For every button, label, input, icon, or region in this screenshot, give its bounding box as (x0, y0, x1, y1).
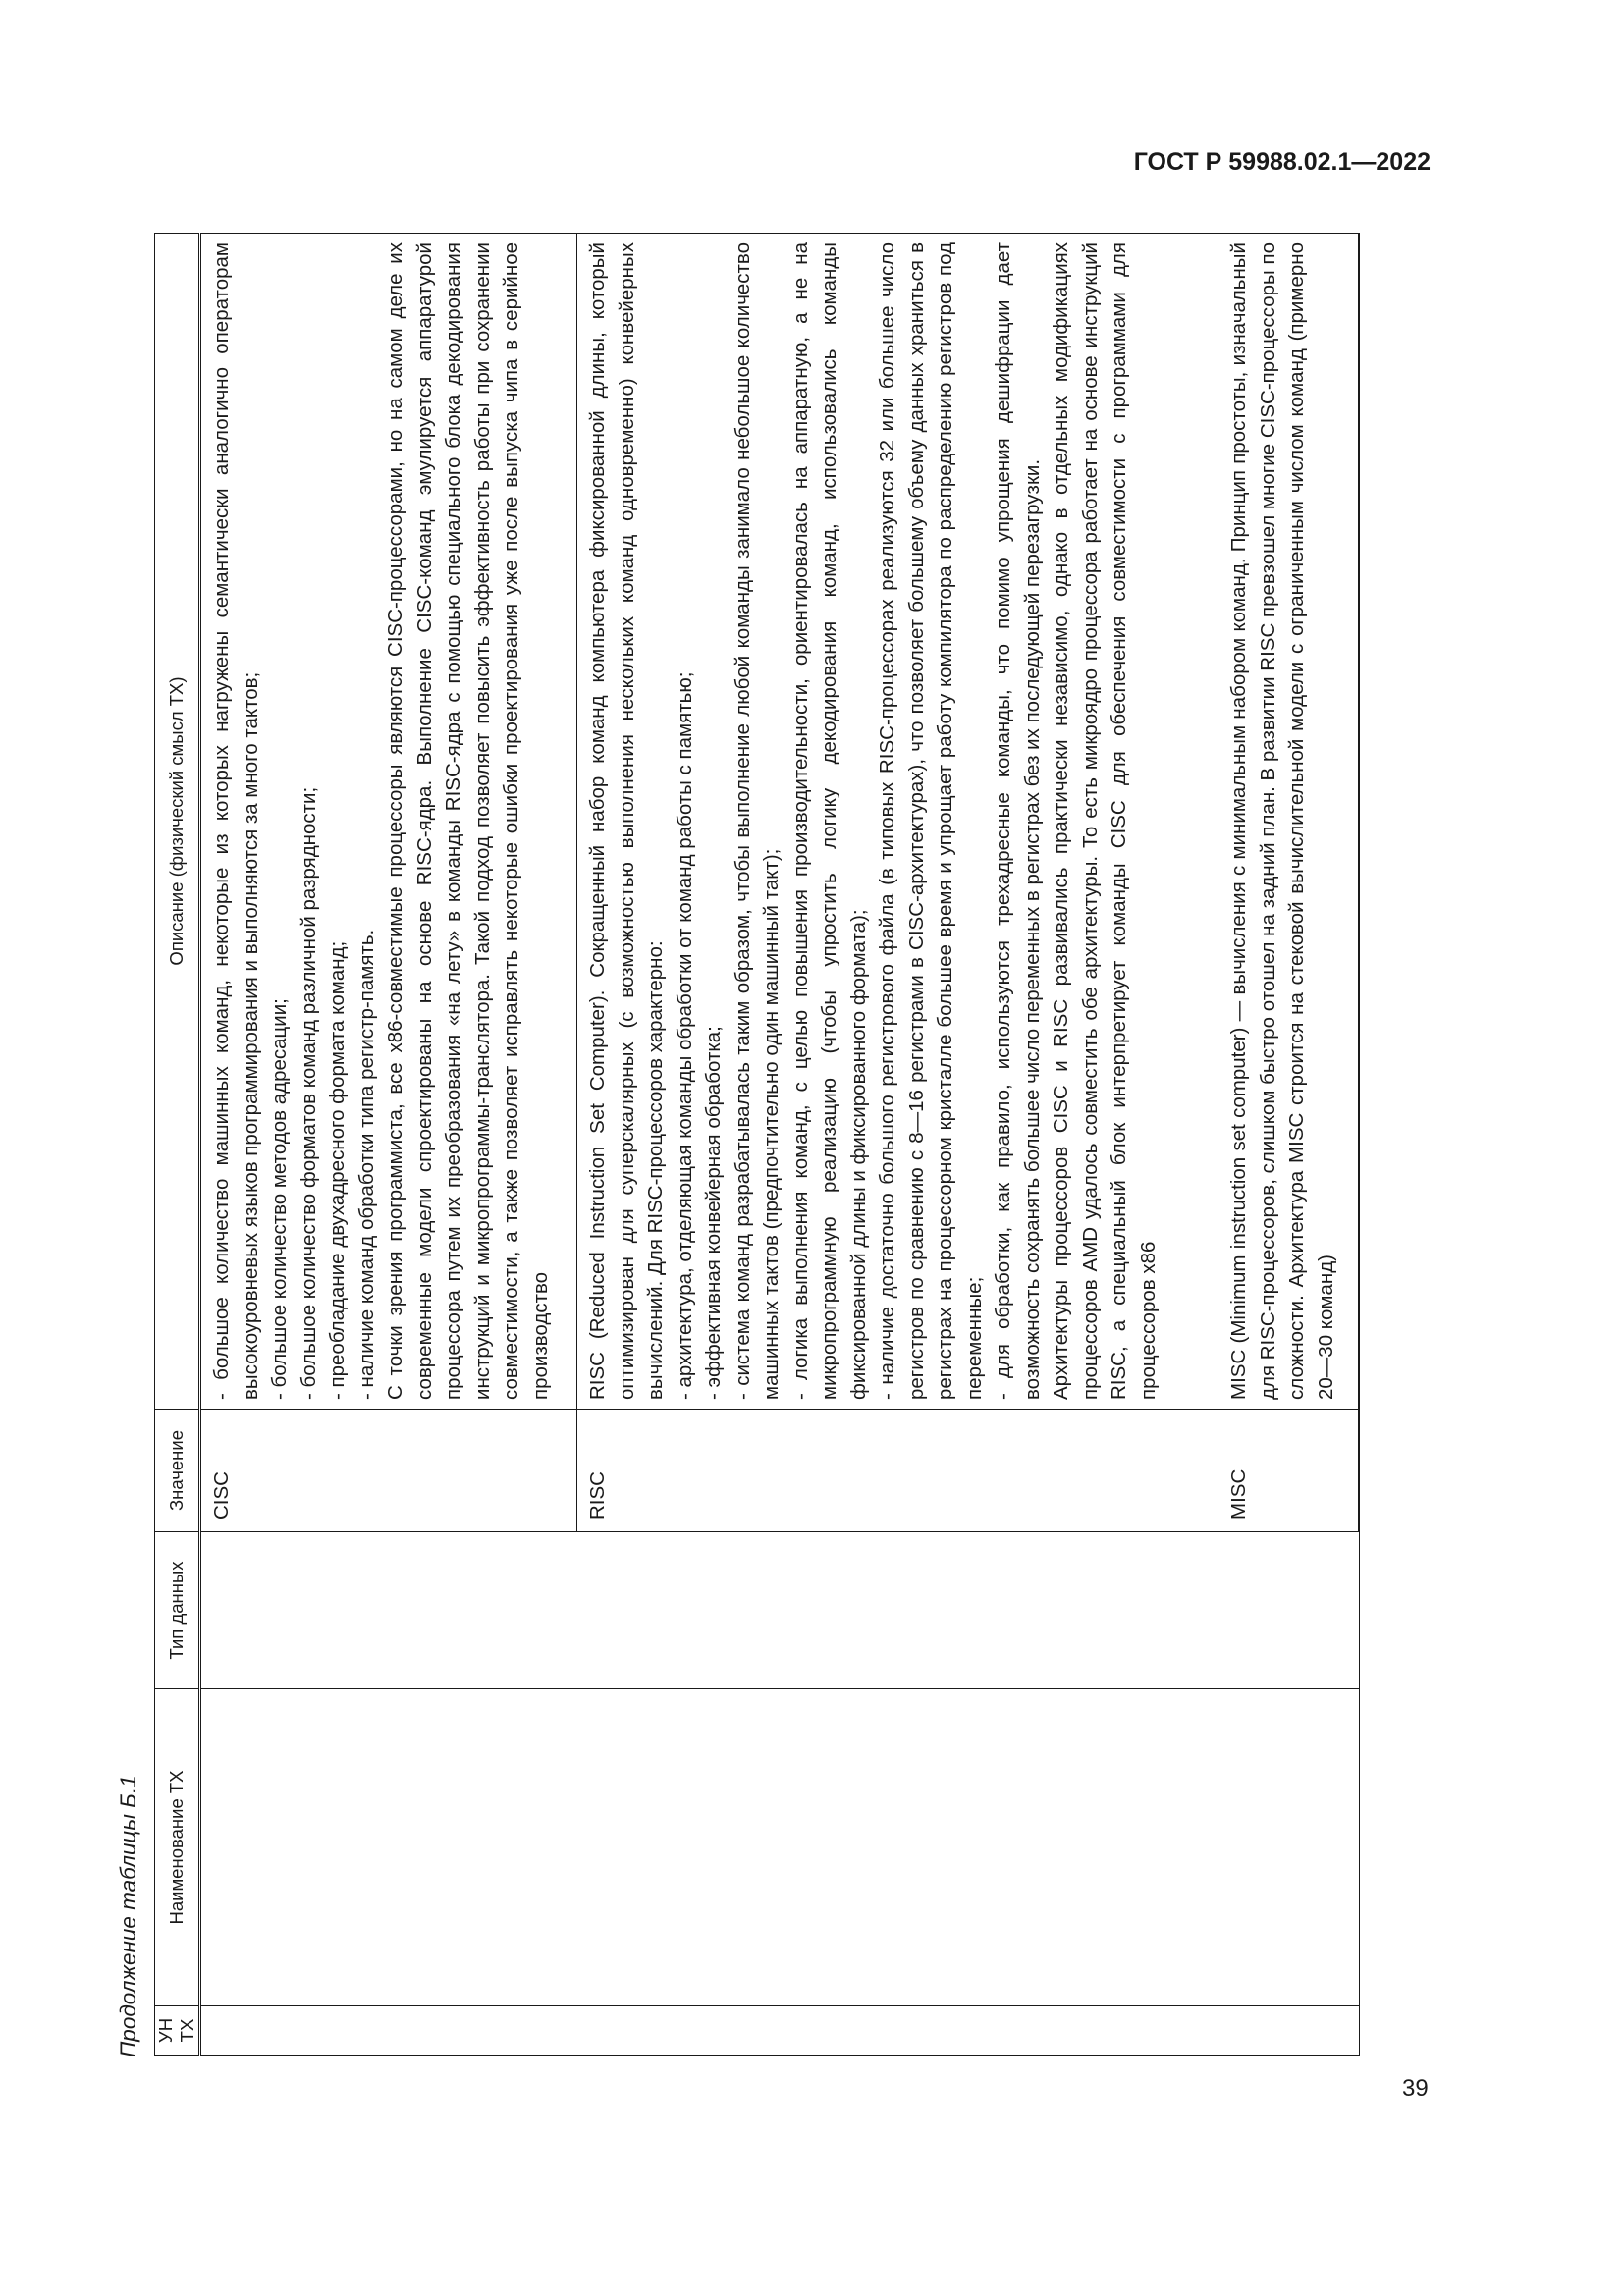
description-line: - система команд разрабатывалась таким образом, чтобы выполнение любой команды занимало небольшое количество машинных тактов (предпочтительно один машинный такт); (731, 242, 783, 1400)
table-header-row (155, 234, 200, 2056)
cell-value-risc: RISC (577, 1410, 1218, 1532)
header-value: Значение (155, 1410, 200, 1532)
table-row (200, 234, 577, 2056)
header-data-type: Тип данных (155, 1532, 200, 1689)
header-description: Описание (физический смысл ТХ) (155, 234, 200, 1410)
cell-description-misc (1218, 234, 1360, 1410)
description-line: - большое количество машинных команд, некоторые из которых нагружены семантически аналогично операторам высокоуровневых языков программирования и выполняются за много тактов; (210, 242, 262, 1400)
table-caption: Продолжение таблицы Б.1 (116, 1775, 140, 2057)
description-line: - большое количество форматов команд различной разрядности; (297, 786, 320, 1400)
header-name-tx: Наименование ТХ (155, 1689, 200, 2006)
cell-data-type (200, 1532, 1360, 1689)
cell-description-risc (577, 234, 1218, 1410)
description-line: RISC (Reduced Instruction Set Computer). Сокращенный набор команд компьютера фиксированной длины, который оптимизирован для суперскалярных (с возможностью выполнения нескольких команд одновременно) конвейерных вычислений. Для RISC-процессоров характерно: (586, 242, 667, 1400)
description-line: Архитектуры процессоров CISC и RISC развивались практически независимо, однако в отдельных модификациях процессоров AMD удалось совместить обе архитектуры. То есть микроядро процессора работает на основе инструкций RISC, а специальный блок интерпретирует команды CISC для обеспечения совместимости с программами для процессоров x86 (1050, 242, 1160, 1400)
standard-designation: ГОСТ Р 59988.02.1—2022 (1133, 148, 1431, 176)
description-line: - преобладание двухадресного формата команд; (326, 940, 349, 1400)
cell-name-tx (200, 1689, 1360, 2006)
cell-description-cisc (200, 234, 577, 1410)
page-number: 39 (1402, 2075, 1429, 2102)
cell-value-misc: MISC (1218, 1410, 1360, 1532)
description-line: MISC (Minimum instruction set computer) — вычисления с минимальным набором команд. Принцип простоты, изначальный для RISC-процессоров, слишком быстро отошел на задний план. В развитии RISC превзошел многие CISC-процессоры по сложности. Архитектура MISC строится на стековой вычислительной модели с ограниченным числом команд (примерно 20—30 команд) (1227, 242, 1337, 1400)
description-line: - эффективная конвейерная обработка; (702, 1026, 725, 1400)
header-un-tx: УН ТХ (155, 2006, 200, 2056)
description-line: С точки зрения программиста, все x86-совместимые процессоры являются CISC-процессорами, но на самом деле их современные модели спроектированы на основе RISC-ядра. Выполнение CISC-команд эмулируется аппаратурой процессора путем их преобразования «на лету» в команды RISC-ядра с помощью специального блока декодирования инструкций и микропрограммы-транслятора. Такой подход позволяет повысить эффективность работы при сохранении совместимости, а также позволяет исправлять некоторые ошибки проектирования уже после выпуска чипа в серийное производство (384, 242, 552, 1400)
description-line: - для обработки, как правило, используются трехадресные команды, что помимо упрощения дешифрации дает возможность сохранять большее число переменных в регистрах без их последующей перезагрузки. (992, 242, 1044, 1400)
description-line: - наличие достаточно большого регистрового файла (в типовых RISC-процессорах реализуются 32 или большее число регистров по сравнению с 8—16 регистрами в CISC-архитектурах), что позволяет большему объему данных храниться в регистрах на процессорном кристалле большее время и упрощает работу компилятора по распределению регистров под переменные; (876, 242, 986, 1400)
description-line: - логика выполнения команд, с целью повышения производительности, ориентировалась на аппаратную, а не на микропрограммную реализацию (чтобы упростить логику декодирования команд, использовались команды фиксированной длины и фиксированного формата); (788, 242, 870, 1400)
rotated-page-content (116, 226, 1353, 2091)
description-line: - наличие команд обработки типа регистр-память. (354, 929, 378, 1400)
cell-value-cisc: CISC (200, 1410, 577, 1532)
characteristics-table (154, 233, 1360, 2056)
description-line: - архитектура, отделяющая команды обработки от команд работы с памятью; (673, 671, 696, 1400)
description-line: - большое количество методов адресации; (268, 998, 291, 1400)
cell-un-tx (200, 2006, 1360, 2056)
